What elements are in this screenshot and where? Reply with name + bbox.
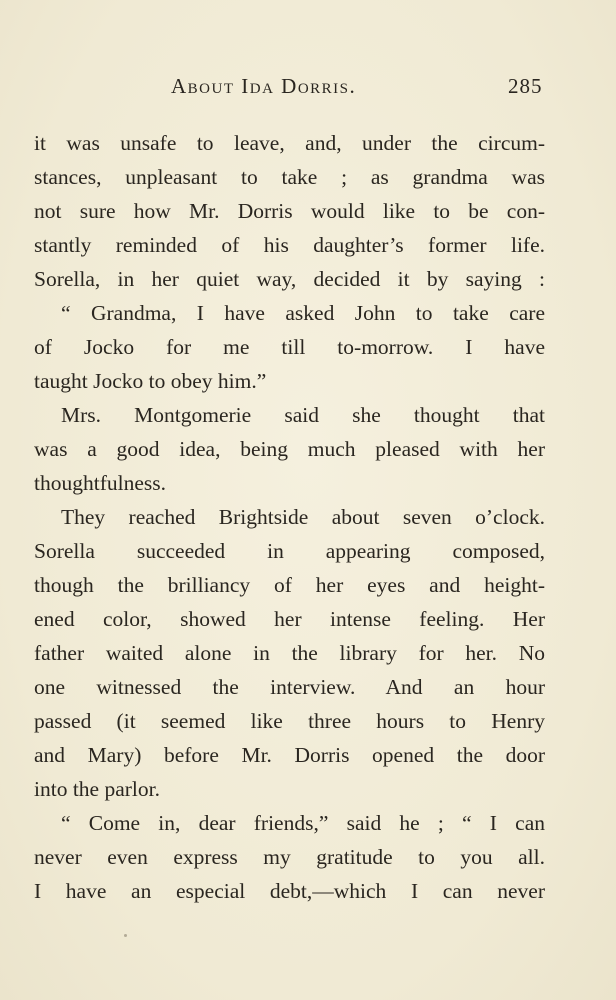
text-line: it was unsafe to leave, and, under the circum- [34,131,545,155]
text-line: ened color, showed her intense feeling. Her [34,607,545,631]
text-line: stantly reminded of his daughter’s former life. [34,233,545,257]
text-line: one witnessed the interview. And an hour [34,675,545,699]
text-line: I have an especial debt,—which I can never [34,879,545,903]
text-line: thoughtfulness. [34,471,166,495]
text-line: They reached Brightside about seven o’clock. [61,505,545,529]
text-line: father waited alone in the library for her. No [34,641,545,665]
running-title: About Ida Dorris. [171,74,357,98]
text-line: “ Come in, dear friends,” said he ; “ I can [61,811,545,835]
text-line: never even express my gratitude to you all. [34,845,545,869]
paper-speck [124,934,127,937]
text-line: Mrs. Montgomerie said she thought that [61,403,545,427]
text-line: of Jocko for me till to-morrow. I have [34,335,545,359]
text-line: not sure how Mr. Dorris would like to be con- [34,199,545,223]
body-text [34,126,545,908]
text-line: into the parlor. [34,777,160,801]
text-line: taught Jocko to obey him.” [34,369,267,393]
text-line: passed (it seemed like three hours to Henry [34,709,545,733]
text-line: and Mary) before Mr. Dorris opened the door [34,743,545,767]
text-line: “ Grandma, I have asked John to take care [61,301,545,325]
page-number: 285 [508,74,543,98]
text-line: though the brilliancy of her eyes and height- [34,573,545,597]
running-head [0,74,616,104]
text-line: Sorella succeeded in appearing composed, [34,539,545,563]
text-line: was a good idea, being much pleased with her [34,437,545,461]
text-line: stances, unpleasant to take ; as grandma was [34,165,545,189]
text-line: Sorella, in her quiet way, decided it by saying : [34,267,545,291]
